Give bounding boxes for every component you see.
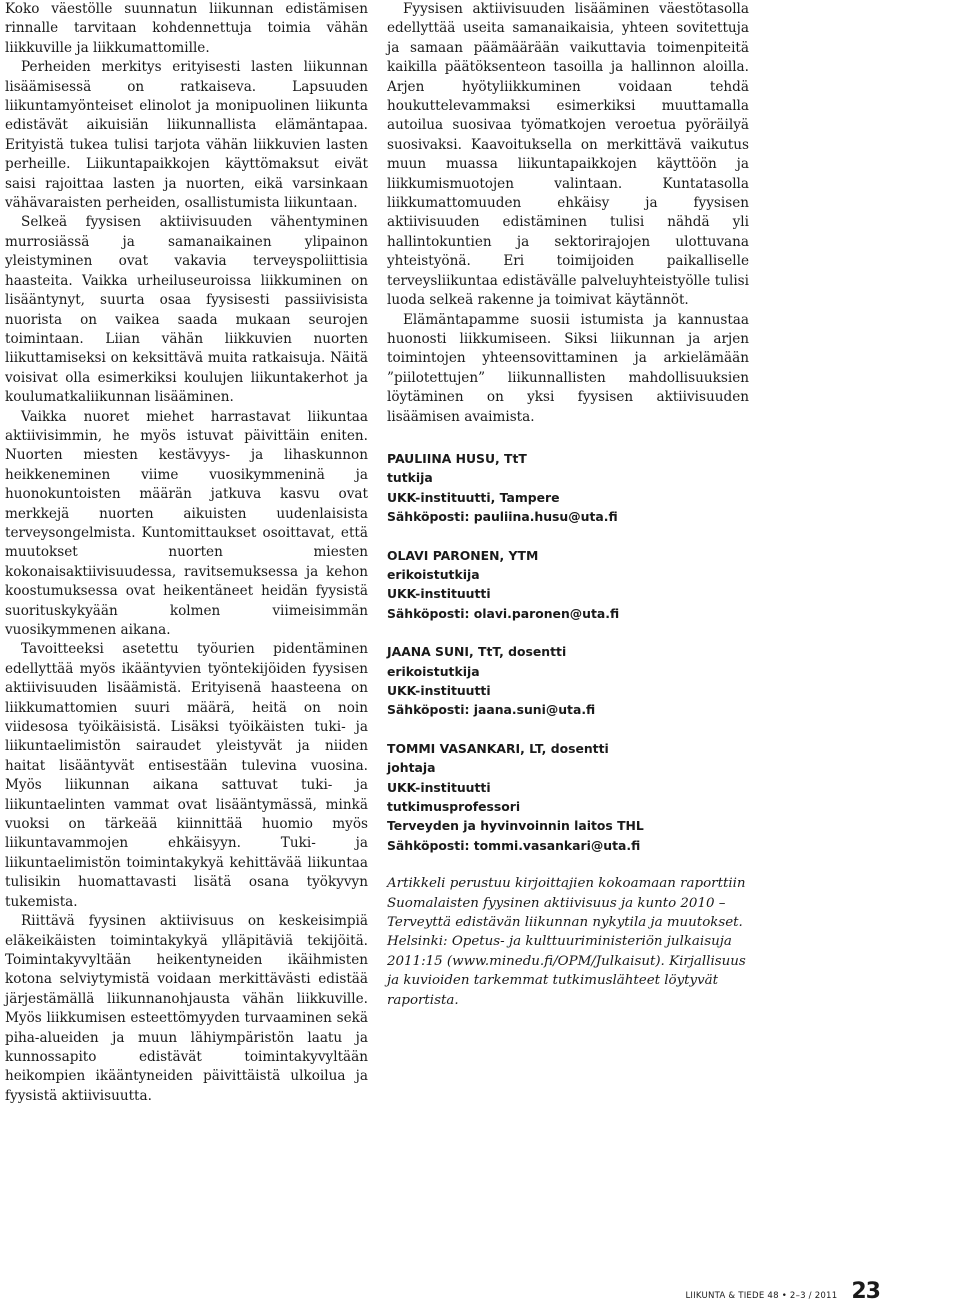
body-paragraph: Selkeä fyysisen aktiivisuuden vähentyminen murrosiässä ja samanaikainen ylipainon yleistyminen ovat vakavia terveyspoliittisia haasteita. Vaikka urheiluseuroissa liikkuminen on lisääntynyt, suurta osaa fyysisesti passiivisista nuorista on vaikea saada mukaan seurojen toimintaan. Liian vähän liikkuvien nuorten liikuttamiseksi on keksittävä muita ratkaisuja. Näitä voisivat olla esimerkiksi koulujen liikuntakerhot ja koulumatkaliikunnan lisääminen. bbox=[5, 214, 368, 406]
body-paragraph: Fyysisen aktiivisuuden lisääminen väestötasolla edellyttää useita samanaikaisia, yhteen sovitettuja ja samaan päämäärään vaikuttavia toimenpiteitä kaikilla päätöksenteon tasoilla ja hallinnon aloilla. Arjen hyötyliikkuminen voidaan tehdä houkuttelevammaksi esimerkiksi muuttamalla autoilua suosivaa työmatkojen veroetua pyöräilyä suosivaksi. Kaavoituksella on merkittävä vaikutus muun muassa liikuntapaikkojen käyttöön ja liikkumismuotojen valintaan. Kuntatasolla liikkumattomuuden ehkäisy ja fyysisen aktiivisuuden edistäminen tulisi nähdä yli hallintokuntien ja sektorirajojen ulottuvana yhteistyönä. Eri toimijoiden paikalliselle terveysliikuntaa edistävälle palveluyhteistyölle tulisi luoda selkeä rakenne ja toimivat käytännöt. bbox=[387, 1, 749, 309]
right-text-column bbox=[387, 0, 749, 1010]
author-affiliation: Terveyden ja hyvinvoinnin laitos THL bbox=[387, 818, 644, 834]
author-block bbox=[387, 642, 749, 720]
author-email: Sähköposti: pauliina.husu@uta.fi bbox=[387, 509, 618, 525]
author-list bbox=[387, 449, 749, 855]
author-name: OLAVI PARONEN, YTM bbox=[387, 547, 539, 563]
author-block bbox=[387, 546, 749, 624]
source-note: Artikkeli perustuu kirjoittajien kokoamaan raporttiin Suomalaisten fyysinen aktiivisuus ja kunto 2010 – Terveyttä edistävän liikunnan nykytila ja muutokset. Helsinki: Opetus- ja kulttuuriministeriön julkaisuja 2011:15 (www.minedu.fi/OPM/Julkaisut). Kirjallisuus ja kuvioiden tarkemmat tutkimuslähteet löytyvät raportista. bbox=[387, 876, 746, 1008]
author-email: Sähköposti: tommi.vasankari@uta.fi bbox=[387, 837, 641, 853]
body-paragraph: Tavoitteeksi asetettu työurien pidentäminen edellyttää myös ikääntyvien työntekijöiden fyysisen aktiivisuuden lisäämistä. Erityisenä haasteena on liikkumattomien suuri määrä, heitä on noin viidesosa työikäisistä. Lisäksi työikäisten tuki- ja liikuntaelimistön sairaudet yleistyvät ja niiden haitat lisääntyvät entisestään tulevina vuosina. Myös liikunnan aikana sattuvat tuki- ja liikuntaelinten vammat ovat lisääntymässä, minkä vuoksi on tärkeää kiinnittää huomio myös liikuntavammojen ehkäisyyn. Tuki- ja liikuntaelimistön toimintakykyä kehittävää liikuntaa tulisikin huomattavasti lisätä osana työkyvyn tukemista. bbox=[5, 641, 368, 910]
author-role: johtaja bbox=[387, 760, 436, 776]
author-name: JAANA SUNI, TtT, dosentti bbox=[387, 644, 567, 660]
body-paragraph: Elämäntapamme suosii istumista ja kannustaa huonosti liikkumiseen. Siksi liikunnan ja arjen toimintojen yhteensovittaminen ja arkielämään ”piilotettujen” liikunnallisten mahdollisuuksien löytäminen on yksi fyysisen aktiivisuuden lisäämisen avaimista. bbox=[387, 311, 749, 425]
author-email: Sähköposti: olavi.paronen@uta.fi bbox=[387, 605, 620, 621]
author-role: tutkija bbox=[387, 470, 433, 486]
author-role: tutkimusprofessori bbox=[387, 799, 521, 815]
author-name: TOMMI VASANKARI, LT, dosentti bbox=[387, 740, 609, 756]
author-affiliation: UKK-instituutti, Tampere bbox=[387, 489, 560, 505]
left-text-column bbox=[5, 0, 368, 1106]
body-paragraph: Riittävä fyysinen aktiivisuus on keskeisimpiä eläkeikäisten toimintakykyä ylläpitäviä tekijöitä. Toimintakyvyltään heikentyneiden ikäihmisten kotona selviytymistä voidaan merkittävästi edistää järjestämällä liikunnanohjausta vähän liikkuville. Myös liikkumisen esteettömyyden turvaaminen sekä piha-alueiden ja muun lähiympäristön laatu ja kunnossapito edistävät toimintakyvyltään heikompien ikääntyneiden päivittäistä ulkoilua ja fyysistä aktiivisuutta. bbox=[5, 913, 368, 1104]
author-role: erikoistutkija bbox=[387, 566, 480, 582]
body-paragraph: Perheiden merkitys erityisesti lasten liikunnan lisäämisessä on ratkaiseva. Lapsuuden liikuntamyönteiset elinolot ja monipuolinen liikunta edistävät aikuisiän liikunnallista elämäntapaa. Erityistä tukea tulisi tarjota vähän liikkuvien lasten perheille. Liikuntapaikkojen käyttömaksut eivät saisi rajoittaa lasten ja nuorten, eikä varsinkaan vähävaraisten perheiden, osallistumista liikuntaan. bbox=[5, 59, 368, 212]
author-role: erikoistutkija bbox=[387, 663, 480, 679]
body-paragraph: Vaikka nuoret miehet harrastavat liikuntaa aktiivisimmin, he myös istuvat päivittäin eniten. Nuorten miesten kestävyys- ja lihaskunnon heikkeneminen viime vuosikymmeninä ja huonokuntoisten määrän jatkuva kasvu ovat merkkejä nuorten aikuisten uudenlaisista terveysongelmista. Kuntomittaukset osoittavat, että muutokset nuorten miesten kokonaisaktiivisuudessa, ravitsemuksessa ja kehon koostumuksessa ovat heikentäneet heidän fyysistä suorituskykyään kolmen viimeisimmän vuosikymmenen aikana. bbox=[5, 408, 368, 638]
page-footer bbox=[685, 1279, 880, 1304]
author-affiliation: UKK-instituutti bbox=[387, 779, 491, 795]
journal-issue-label: LIIKUNTA & TIEDE 48 • 2–3 / 2011 bbox=[685, 1291, 838, 1301]
author-name: PAULIINA HUSU, TtT bbox=[387, 450, 527, 466]
author-email: Sähköposti: jaana.suni@uta.fi bbox=[387, 702, 596, 718]
author-block bbox=[387, 449, 749, 527]
author-block bbox=[387, 739, 749, 855]
body-paragraph: Koko väestölle suunnatun liikunnan edistämisen rinnalle tarvitaan kohdennettuja toimia vähän liikkuville ja liikkumattomille. bbox=[5, 1, 368, 56]
page-number: 23 bbox=[851, 1279, 880, 1304]
author-affiliation: UKK-instituutti bbox=[387, 586, 491, 602]
author-affiliation: UKK-instituutti bbox=[387, 683, 491, 698]
